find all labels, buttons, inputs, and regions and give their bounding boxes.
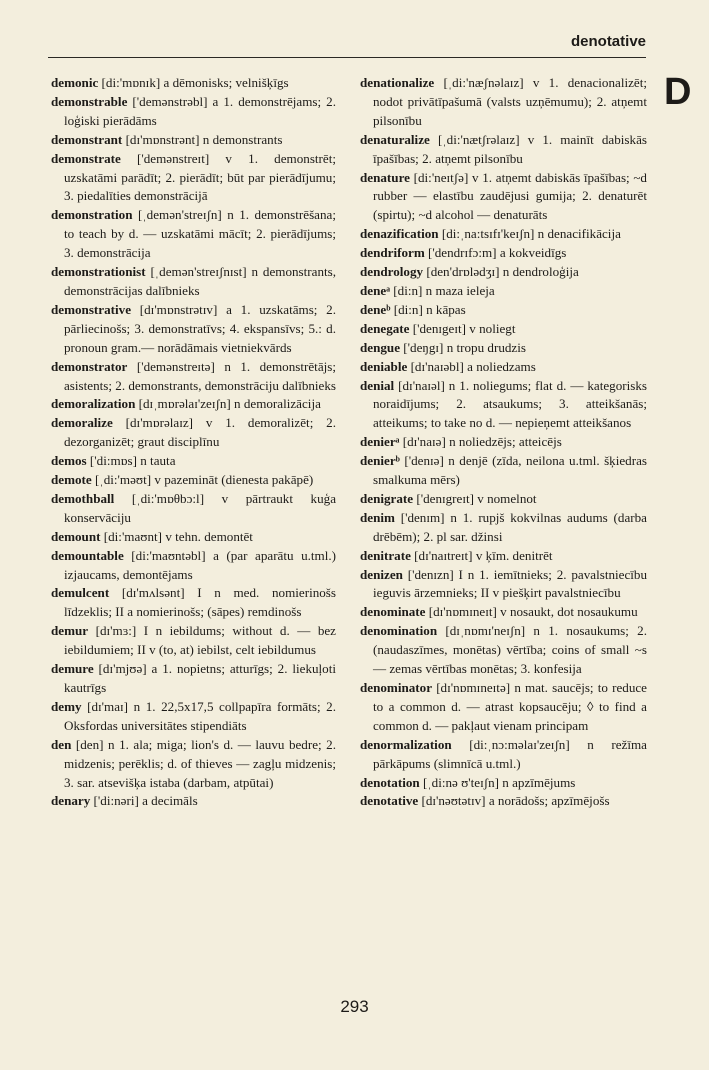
headword: deneᵃ — [360, 282, 391, 298]
dictionary-entry — [360, 603, 647, 622]
transcription: [den'drɒlədʒɪ] — [423, 264, 503, 280]
transcription: ['denɪzn] — [402, 566, 459, 582]
headword: denotative — [360, 793, 419, 809]
headword: demy — [51, 698, 82, 714]
headword: denierᵃ — [360, 434, 400, 450]
transcription: ['denɪgreɪt] — [413, 490, 478, 506]
transcription: [di:ˌna:tsɪfɪ'keɪʃn] — [438, 226, 538, 242]
dictionary-entry — [360, 774, 647, 793]
headword: demulcent — [51, 585, 110, 601]
gloss: n demonstrants, demonstrācijas dalībnieks — [64, 264, 336, 298]
transcription: [ˌdemən'streɪʃn] — [132, 207, 228, 223]
transcription: [dɪ'mɒnstrətɪv] — [131, 301, 227, 317]
dictionary-entry — [51, 358, 336, 396]
headword: demos — [51, 453, 87, 469]
dictionary-entry — [360, 282, 647, 301]
page-number: 293 — [340, 997, 369, 1016]
gloss: a 1. demonstrējams; 2. loģiski pierādāms — [64, 93, 336, 128]
dictionary-entry — [51, 414, 336, 452]
headword: demonstrationist — [51, 264, 146, 280]
gloss: n noliedzējs; atteicējs — [449, 434, 562, 450]
dictionary-entry — [360, 263, 647, 282]
gloss: n demonstrants — [202, 131, 283, 147]
transcription: [ˌdi:'næʃnəlaɪz] — [434, 75, 533, 90]
dictionary-entry — [360, 736, 647, 774]
headword: demonstration — [51, 207, 133, 223]
headword: denizen — [360, 566, 403, 582]
dictionary-entry — [51, 471, 336, 490]
transcription: ['demənstreɪt] — [120, 150, 226, 166]
headword: dendrology — [360, 264, 424, 280]
dictionary-entry — [51, 206, 336, 263]
gloss: v ķīm. denitrēt — [475, 547, 553, 563]
transcription: [dɪ'naɪtreɪt] — [410, 547, 476, 563]
gloss: v 1. atņemt dabiskās īpašības; ~d rubber — elastību zaudējusi gumija; 2. denaturēt (spirtu); ~d alcohol — denaturāts — [373, 169, 647, 223]
transcription: ['di:nəri] — [90, 793, 143, 809]
gloss: a dēmonisks; velnišķīgs — [163, 75, 289, 90]
gloss: n 1. 22,5x17,5 collpapīra formāts; 2. Oksfordas universitātes stipendiāts — [64, 698, 336, 733]
gloss: n denacifikācija — [537, 226, 621, 242]
headword: denationalize — [360, 75, 435, 90]
transcription: [di:ˌnɔ:məlaɪ'zeɪʃn] — [451, 736, 588, 752]
transcription: [dɪˌnɒmɪ'neɪʃn] — [437, 623, 534, 639]
gloss: v tehn. demontēt — [165, 528, 253, 544]
dictionary-entry — [360, 225, 647, 244]
headword: demoralize — [51, 415, 113, 431]
headword: deniable — [360, 358, 408, 374]
dictionary-entry — [51, 547, 336, 585]
dictionary-entry — [51, 452, 336, 471]
gloss: I n iebildums; without d. — bez iebildumiem; II v (to, at) iebilst, celt iebildumus — [64, 623, 336, 658]
headword: dengue — [360, 339, 401, 355]
gloss: v pārtraukt kuģa konservāciju — [64, 490, 337, 525]
headword: demountable — [51, 547, 124, 563]
transcription: [dɪ'maɪ] — [81, 698, 134, 714]
transcription: [dɪ'mɜ:] — [88, 623, 144, 639]
dictionary-entry — [360, 452, 647, 490]
gloss: n 1. rupjš kokvilnas audums (darba drēbēm); 2. pl sar. džinsi — [373, 509, 647, 544]
headword: denomination — [360, 623, 438, 639]
dictionary-entry — [51, 74, 336, 93]
dictionary-entry — [360, 377, 647, 434]
gloss: a 1. uzskatāms; 2. pārliecinošs; 3. demonstratīvs; 4. ekspansīvs; 5.: d. pronoun gram.— norādāmais vietniekvārds — [64, 301, 337, 355]
gloss: n kāpas — [426, 301, 466, 317]
transcription: [dɪ'mɒnstrənt] — [122, 131, 203, 147]
dictionary-entry — [51, 490, 336, 528]
transcription: ['denɪm] — [394, 509, 451, 525]
transcription: ['dendrɪfɔ:m] — [424, 245, 500, 261]
transcription: ['denɪə] — [399, 453, 449, 469]
transcription: [di:n] — [390, 301, 427, 317]
transcription: [ˌdi:nə ʊ'teɪʃn] — [419, 774, 503, 790]
headword: deneᵇ — [360, 301, 391, 317]
headword: demure — [51, 661, 94, 677]
headword: denaturalize — [360, 131, 430, 147]
headword: demonic — [51, 75, 99, 90]
dictionary-entry — [51, 93, 336, 131]
dictionary-entry — [360, 339, 647, 358]
headword: denitrate — [360, 547, 411, 563]
header-rule — [48, 57, 646, 58]
dictionary-entry — [51, 395, 336, 414]
transcription: ['demənstrəbl] — [127, 93, 213, 109]
gloss: n režīma pārkāpums (slimnīcā u.tml.) — [373, 736, 647, 771]
headword: demonstrant — [51, 131, 123, 147]
gloss: v noliegt — [469, 320, 516, 336]
thumb-index-letter: D — [664, 71, 692, 113]
gloss: n demoralizācija — [234, 396, 321, 412]
dictionary-entry — [360, 131, 647, 169]
left-column — [51, 74, 336, 811]
transcription: [ˌdi:'məʊt] — [91, 472, 155, 488]
headword: demonstrate — [51, 150, 121, 166]
transcription: [dɪ'mɒrəlaɪz] — [112, 415, 206, 431]
dictionary-entry — [51, 660, 336, 698]
dictionary-entry — [51, 698, 336, 736]
gloss: n tauta — [140, 453, 176, 469]
transcription: [di:'maʊntəbl] — [123, 547, 214, 563]
headword: demonstrator — [51, 358, 128, 374]
transcription: [dɪ'naɪə] — [399, 434, 450, 450]
dictionary-entry — [360, 622, 647, 679]
headword: demote — [51, 472, 92, 488]
transcription: [dɪ'nɒmɪneɪt] — [425, 604, 501, 620]
dictionary-entry — [360, 301, 647, 320]
transcription: [dɪ'mjʊə] — [93, 661, 152, 677]
headword: denigrate — [360, 490, 414, 506]
dictionary-entry — [360, 679, 647, 736]
gloss: a decimāls — [142, 793, 198, 809]
dictionary-entry — [360, 490, 647, 509]
headword: dendriform — [360, 245, 425, 261]
headword: denominator — [360, 680, 433, 695]
transcription: [den] — [71, 736, 109, 752]
headword: denature — [360, 169, 410, 185]
headword: demur — [51, 623, 89, 639]
headword: demonstrable — [51, 93, 128, 109]
transcription: [dɪˌmɒrəlaɪ'zeɪʃn] — [135, 396, 235, 412]
headword: denial — [360, 377, 395, 393]
gloss: n tropu drudzis — [446, 339, 526, 355]
dictionary-entry — [360, 244, 647, 263]
right-column — [360, 74, 647, 811]
transcription: [dɪ'naɪəl] — [394, 377, 449, 393]
gloss: a kokveidīgs — [499, 245, 567, 261]
transcription: [dɪ'mʌlsənt] — [109, 585, 198, 601]
transcription: [dɪ'nəʊtətɪv] — [418, 793, 489, 809]
transcription: [ˌdi:'nætʃrəlaɪz] — [429, 131, 528, 147]
transcription: [ˌdemən'streɪʃnɪst] — [145, 264, 252, 280]
transcription: [di:'mɒnɪk] — [98, 75, 164, 90]
gloss: n denjē (zīda, neilona u.tml. šķiedras smalkuma mērs) — [373, 453, 647, 488]
gloss: a 1. nopietns; atturīgs; 2. liekuļoti kautrīgs — [64, 661, 336, 695]
headword: denormalization — [360, 736, 452, 752]
gloss: n 1. nosaukums; 2. (naudaszīmes, monētas) vērtība; coins of small ~s — zemas vērtības monētas; 3. konfesija — [373, 623, 647, 677]
headword: demonstrative — [51, 301, 132, 317]
dictionary-entry — [51, 622, 336, 660]
headword: denominate — [360, 604, 426, 620]
transcription: ['di:mɒs] — [86, 453, 141, 469]
dictionary-entry — [51, 528, 336, 547]
headword: demothball — [51, 490, 115, 506]
gloss: n maza ieleja — [425, 282, 495, 298]
dictionary-entry — [360, 547, 647, 566]
dictionary-entry — [360, 566, 647, 604]
gloss: n 1. demonstrētājs; asistents; 2. demonstrants, demonstrāciju dalībnieks — [64, 358, 337, 393]
headword: denazification — [360, 226, 439, 242]
dictionary-entry — [360, 509, 647, 547]
dictionary-entry — [360, 169, 647, 226]
headword: denotation — [360, 774, 420, 790]
gloss: v nomelnot — [477, 490, 537, 506]
headword: denary — [51, 793, 91, 809]
dictionary-entry — [360, 74, 647, 131]
gloss: n 1. ala; miga; lion's d. — lauvu bedre; 2. midzenis; perēklis; d. of thieves — zagļu midzenis; 3. sar. atsevišķa istaba (darbam, atpūtai) — [64, 736, 336, 790]
gloss: n 1. demonstrēšana; to teach by d. — uzskatāmi mācīt; 2. pierādījums; 3. demonstrācija — [64, 207, 336, 261]
gloss: v 1. denacionalizēt; nodot privātīpašumā (valsts uzņēmumu); 2. atņemt pilsonību — [373, 75, 647, 128]
gloss: n apzīmējums — [502, 774, 576, 790]
headword: demoralization — [51, 396, 136, 412]
gloss: I n 1. iemītnieks; 2. pavalstniecību ieguvis ārzemnieks; II v piešķirt pavalstniecību — [373, 566, 647, 601]
transcription: [dɪ'nɒmɪneɪtə] — [432, 680, 515, 695]
headword: demount — [51, 528, 101, 544]
headword: denegate — [360, 320, 410, 336]
gloss: n 1. noliegums; flat d. — kategorisks noraidījums; 2. atsaukums; 3. atteikšanās; atteikums; to take no d. — nepieņemt atteikšanos — [373, 377, 647, 431]
gloss: a norādošs; apzīmējošs — [488, 793, 610, 809]
gloss: v 1. demonstrēt; uzskatāmi parādīt; 2. pierādīt; būt par pierādījumu; 3. piedalīties demonstrācijā — [64, 150, 336, 204]
headword: denim — [360, 509, 395, 525]
transcription: [di:n] — [390, 282, 426, 298]
gloss: v 1. demoralizēt; 2. dezorganizēt; graut disciplīnu — [64, 415, 336, 450]
dictionary-entry — [360, 433, 647, 452]
dictionary-entry — [51, 736, 336, 793]
transcription: ['denɪgeɪt] — [409, 320, 470, 336]
dictionary-entry — [51, 263, 336, 301]
dictionary-entry — [51, 792, 336, 811]
dictionary-entry — [51, 131, 336, 150]
transcription: [di:'maʊnt] — [100, 528, 166, 544]
gloss: n dendroloģija — [502, 264, 579, 280]
transcription: [di:'neɪtʃə] — [409, 169, 473, 185]
gloss: v nosaukt, dot nosaukumu — [500, 604, 638, 620]
transcription: ['demənstreɪtə] — [127, 358, 225, 374]
dictionary-entry — [360, 358, 647, 377]
headword: den — [51, 736, 72, 752]
gloss: a noliedzams — [467, 358, 536, 374]
transcription: [dɪ'naɪəbl] — [407, 358, 468, 374]
dictionary-entry — [360, 792, 647, 811]
gloss: v pazemināt (dienesta pakāpē) — [154, 472, 314, 488]
dictionary-entry — [51, 301, 336, 358]
dictionary-entry — [51, 584, 336, 622]
dictionary-entry — [51, 150, 336, 207]
gloss: a (par aparātu u.tml.) izjaucams, demontējams — [64, 547, 336, 582]
transcription: ['deŋgɪ] — [400, 339, 447, 355]
dictionary-entry — [360, 320, 647, 339]
gloss: v 1. mainīt dabiskās īpašības; 2. atņemt pilsonību — [373, 131, 647, 166]
transcription: [ˌdi:'mɒθbɔ:l] — [114, 490, 222, 506]
gloss: I n med. nomierinošs līdzeklis; II a nomierinošs; (sāpes) remdinošs — [64, 585, 336, 620]
running-head: denotative — [570, 33, 646, 50]
gloss: n mat. saucējs; to reduce to a common d. — atrast kopsaucēju; ◊ to find a common d. — pakļaut vienam principam — [373, 680, 647, 733]
headword: denierᵇ — [360, 453, 400, 469]
